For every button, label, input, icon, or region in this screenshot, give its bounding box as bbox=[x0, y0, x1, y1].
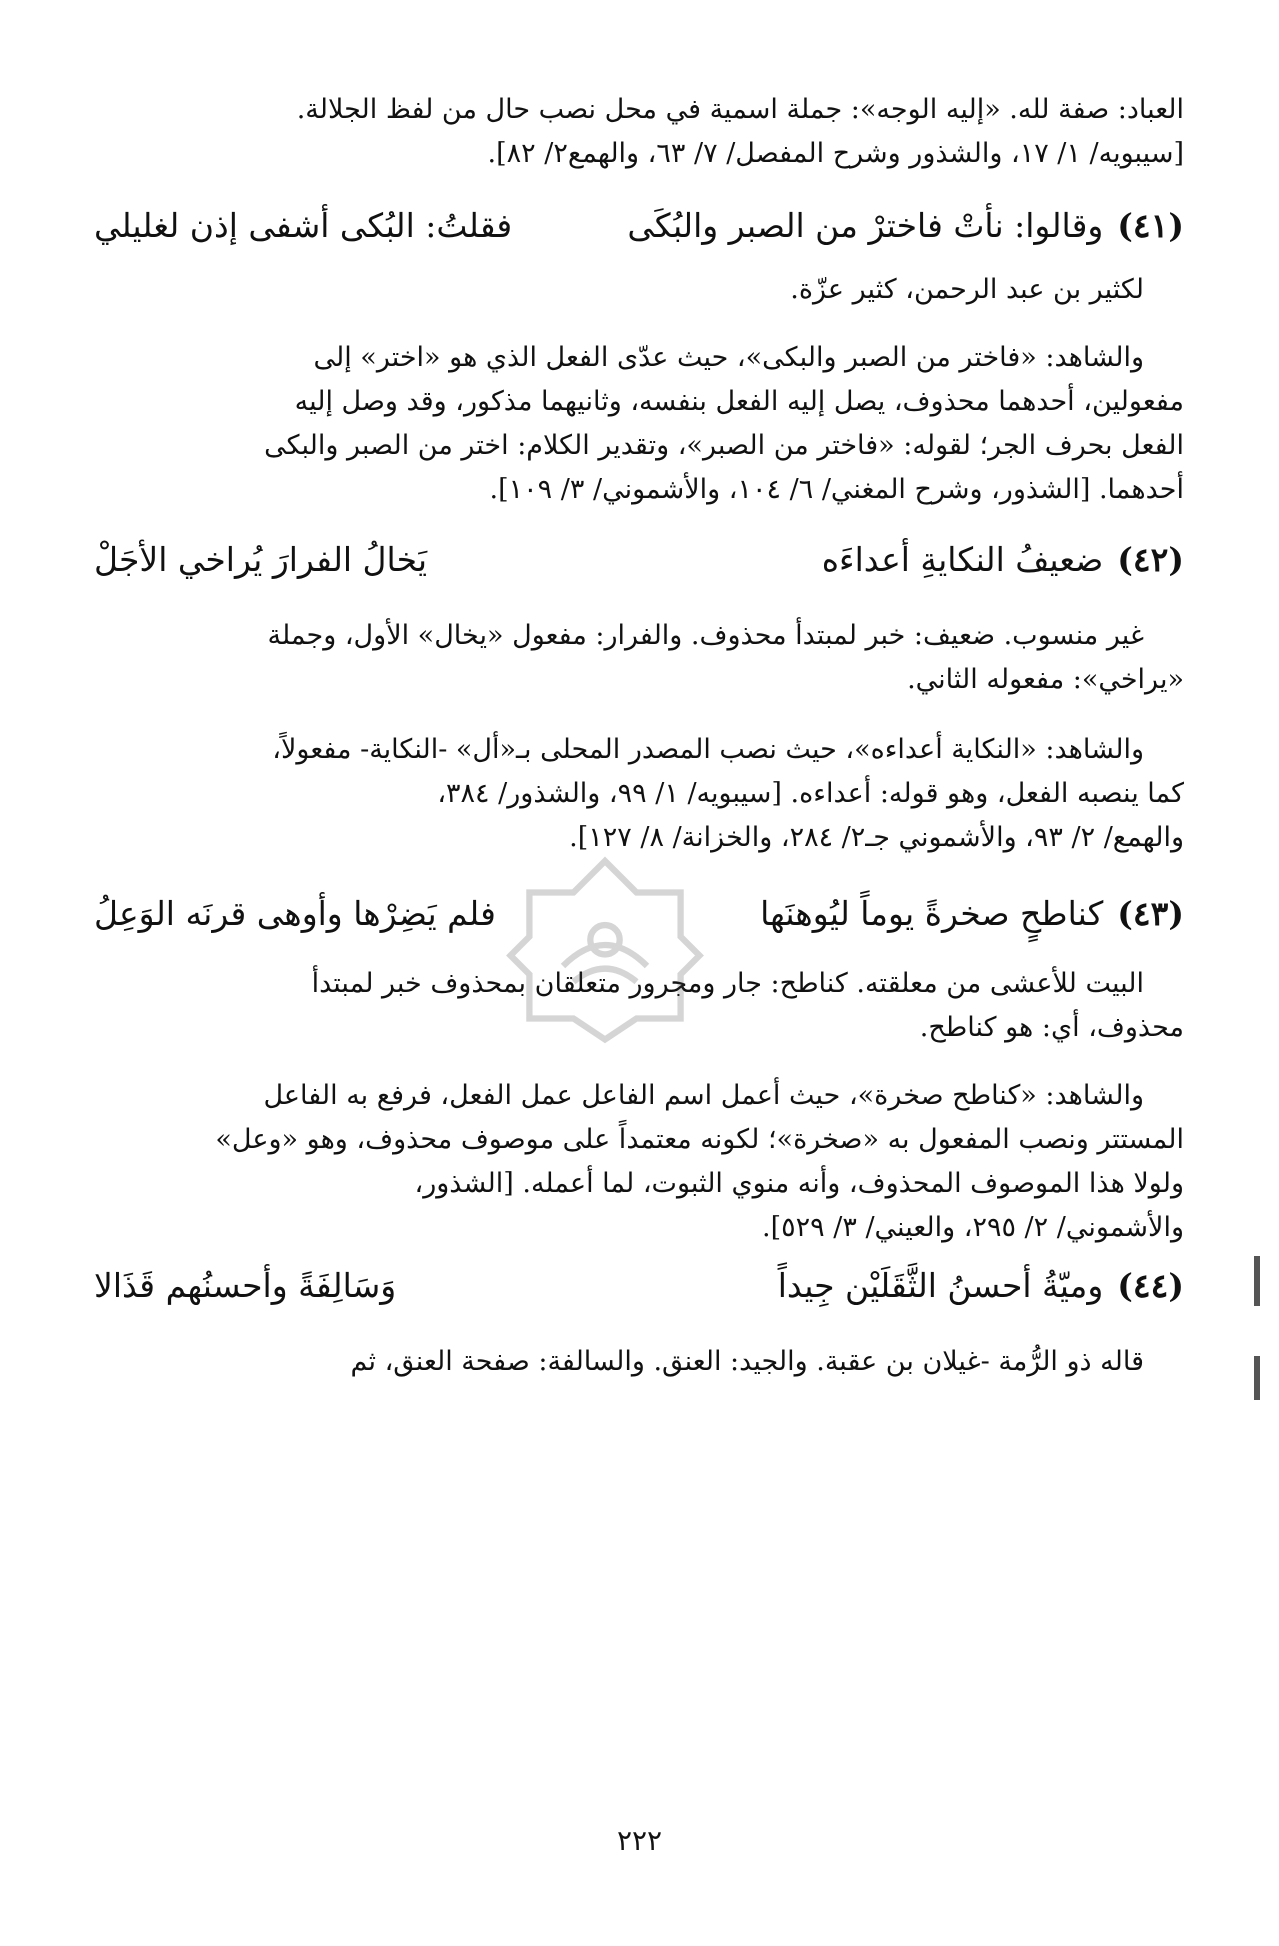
paragraph-8 bbox=[94, 1340, 1184, 1384]
verse-first-hemistich bbox=[822, 530, 1184, 590]
verse-second-hemistich: يَخالُ الفرارَ يُراخي الأجَلْ bbox=[94, 540, 428, 579]
text-line: قاله ذو الرُّمة -غيلان بن عقبة. والجيد: العنق. والسالفة: صفحة العنق، ثم bbox=[350, 1346, 1144, 1377]
text-line: الفعل بحرف الجر؛ لقوله: «فاختر من الصبر»، وتقدير الكلام: اختر من الصبر والبكى bbox=[264, 430, 1184, 461]
text-line: لكثير بن عبد الرحمن، كثير عزّة. bbox=[790, 274, 1144, 305]
text-line: أحدهما. [الشذور، وشرح المغني/ ٦/ ١٠٤، والأشموني/ ٣/ ١٠٩]. bbox=[489, 474, 1184, 505]
paragraph-4 bbox=[94, 614, 1184, 702]
verse-second-hemistich: فلم يَضِرْها وأوهى قرنَه الوَعِلُ bbox=[94, 894, 496, 933]
text-line: مفعولين، أحدهما محذوف، يصل إليه الفعل بنفسه، وثانيهما مذكور، وقد وصل إليه bbox=[294, 386, 1184, 417]
page-number: ٢٢٢ bbox=[616, 1824, 663, 1857]
verse-42 bbox=[94, 530, 1184, 590]
verse-first-text: وميّةُ أحسنُ الثَّقَلَيْن جِيداً bbox=[777, 1266, 1104, 1305]
verse-second-hemistich: فقلتُ: البُكى أشفى إذن لغليلي bbox=[94, 206, 513, 245]
verse-number: (٤١) bbox=[1117, 206, 1184, 245]
text-line: «يراخي»: مفعوله الثاني. bbox=[907, 664, 1184, 695]
verse-first-text: ضعيفُ النكايةِ أعداءَه bbox=[821, 540, 1104, 579]
verse-41 bbox=[94, 196, 1184, 256]
paragraph-2 bbox=[94, 268, 1184, 312]
text-line: العباد: صفة لله. «إليه الوجه»: جملة اسمية في محل نصب حال من لفظ الجلالة. bbox=[296, 94, 1184, 125]
paragraph-7 bbox=[94, 1074, 1184, 1250]
paragraph-3 bbox=[94, 336, 1184, 512]
text-line: والشاهد: «النكاية أعداءه»، حيث نصب المصدر المحلى بـ«أل» -النكاية- مفعولاً، bbox=[272, 734, 1144, 765]
text-line: والأشموني/ ٢/ ٢٩٥، والعيني/ ٣/ ٥٢٩]. bbox=[762, 1212, 1184, 1243]
text-line: والشاهد: «كناطح صخرة»، حيث أعمل اسم الفاعل عمل الفعل، فرفع به الفاعل bbox=[263, 1080, 1144, 1111]
text-line: محذوف، أي: هو كناطح. bbox=[919, 1012, 1184, 1043]
paragraph-1 bbox=[94, 88, 1184, 176]
text-line: والهمع/ ٢/ ٩٣، والأشموني جـ٢/ ٢٨٤، والخزانة/ ٨/ ١٢٧]. bbox=[569, 822, 1184, 853]
verse-second-hemistich: وَسَالِفَةً وأحسنُهم قَذَالا bbox=[94, 1266, 397, 1305]
verse-number: (٤٣) bbox=[1117, 894, 1184, 933]
verse-number: (٤٢) bbox=[1117, 540, 1184, 579]
text-line: المستتر ونصب المفعول به «صخرة»؛ لكونه معتمداً على موصوف محذوف، وهو «وعل» bbox=[215, 1124, 1184, 1155]
text-line: البيت للأعشى من معلقته. كناطح: جار ومجرور متعلقان بمحذوف خبر لمبتدأ bbox=[311, 968, 1144, 999]
library-seal-icon bbox=[500, 840, 710, 1050]
text-line: غير منسوب. ضعيف: خبر لمبتدأ محذوف. والفرار: مفعول «يخال» الأول، وجملة bbox=[267, 620, 1144, 651]
verse-first-hemistich bbox=[760, 884, 1184, 944]
verse-first-text: كناطحٍ صخرةً يوماً ليُوهنَها bbox=[760, 894, 1104, 933]
scan-edge-mark bbox=[1254, 1356, 1260, 1400]
text-line: ولولا هذا الموصوف المحذوف، وأنه منوي الثبوت، لما أعمله. [الشذور، bbox=[414, 1168, 1184, 1199]
scan-edge-mark bbox=[1254, 1256, 1260, 1306]
verse-first-hemistich bbox=[778, 1256, 1184, 1316]
verse-first-hemistich bbox=[627, 196, 1184, 256]
verse-first-text: وقالوا: نأتْ فاخترْ من الصبر والبُكَى bbox=[627, 206, 1104, 245]
verse-number: (٤٤) bbox=[1117, 1266, 1184, 1305]
verse-44 bbox=[94, 1256, 1184, 1316]
text-line: كما ينصبه الفعل، وهو قوله: أعداءه. [سيبويه/ ١/ ٩٩، والشذور/ ٣٨٤، bbox=[437, 778, 1184, 809]
text-line: [سيبويه/ ١/ ١٧، والشذور وشرح المفصل/ ٧/ ٦٣، والهمع٢/ ٨٢]. bbox=[487, 138, 1184, 169]
text-line: والشاهد: «فاختر من الصبر والبكى»، حيث عدّى الفعل الذي هو «اختر» إلى bbox=[313, 342, 1144, 373]
